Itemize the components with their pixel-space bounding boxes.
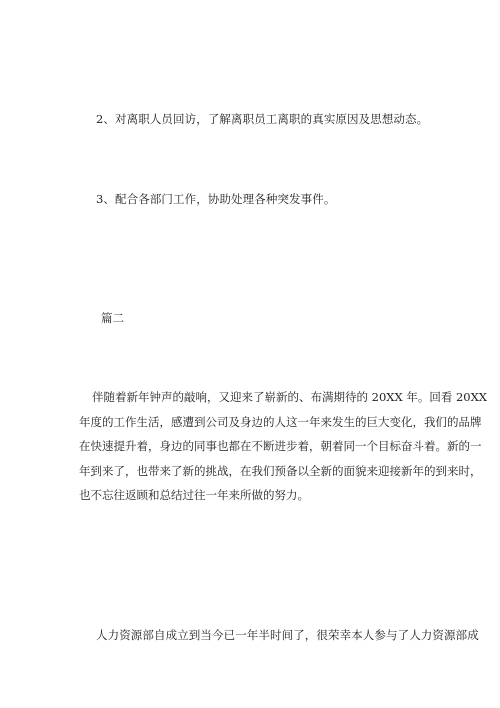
paragraph-1	[79, 385, 487, 508]
list-item-2: 2、对离职人员回访，了解离职员工离职的真实原因及思想动态。	[96, 112, 429, 126]
section-heading: 篇二	[101, 311, 125, 325]
paragraph-1-line-4: 年到来了，也带来了新的挑战，在我们预备以全新的面貌来迎接新年的到来时，	[79, 463, 482, 478]
paragraph-2-line-1: 人力资源部自成立到当今已一年半时间了，很荣幸本人参与了人力资源部成	[96, 628, 479, 642]
paragraph-1-line-1: 伴随着新年钟声的敲响，又迎来了崭新的、布满期待的 20XX 年。回看 20XX	[92, 390, 487, 404]
paragraph-1-line-2: 年度的工作生活，感遭到公司及身边的人这一年来发生的巨大变化，我们的品牌	[79, 414, 482, 429]
paragraph-1-line-3: 在快速提升着，身边的同事也都在不断进步着，朝着同一个目标奋斗着。新的一	[79, 439, 482, 453]
paragraph-1-line-5: 也不忘往返顾和总结过往一年来所做的努力。	[79, 488, 309, 502]
list-item-3: 3、配合各部门工作，协助处理各种突发事件。	[96, 192, 336, 206]
